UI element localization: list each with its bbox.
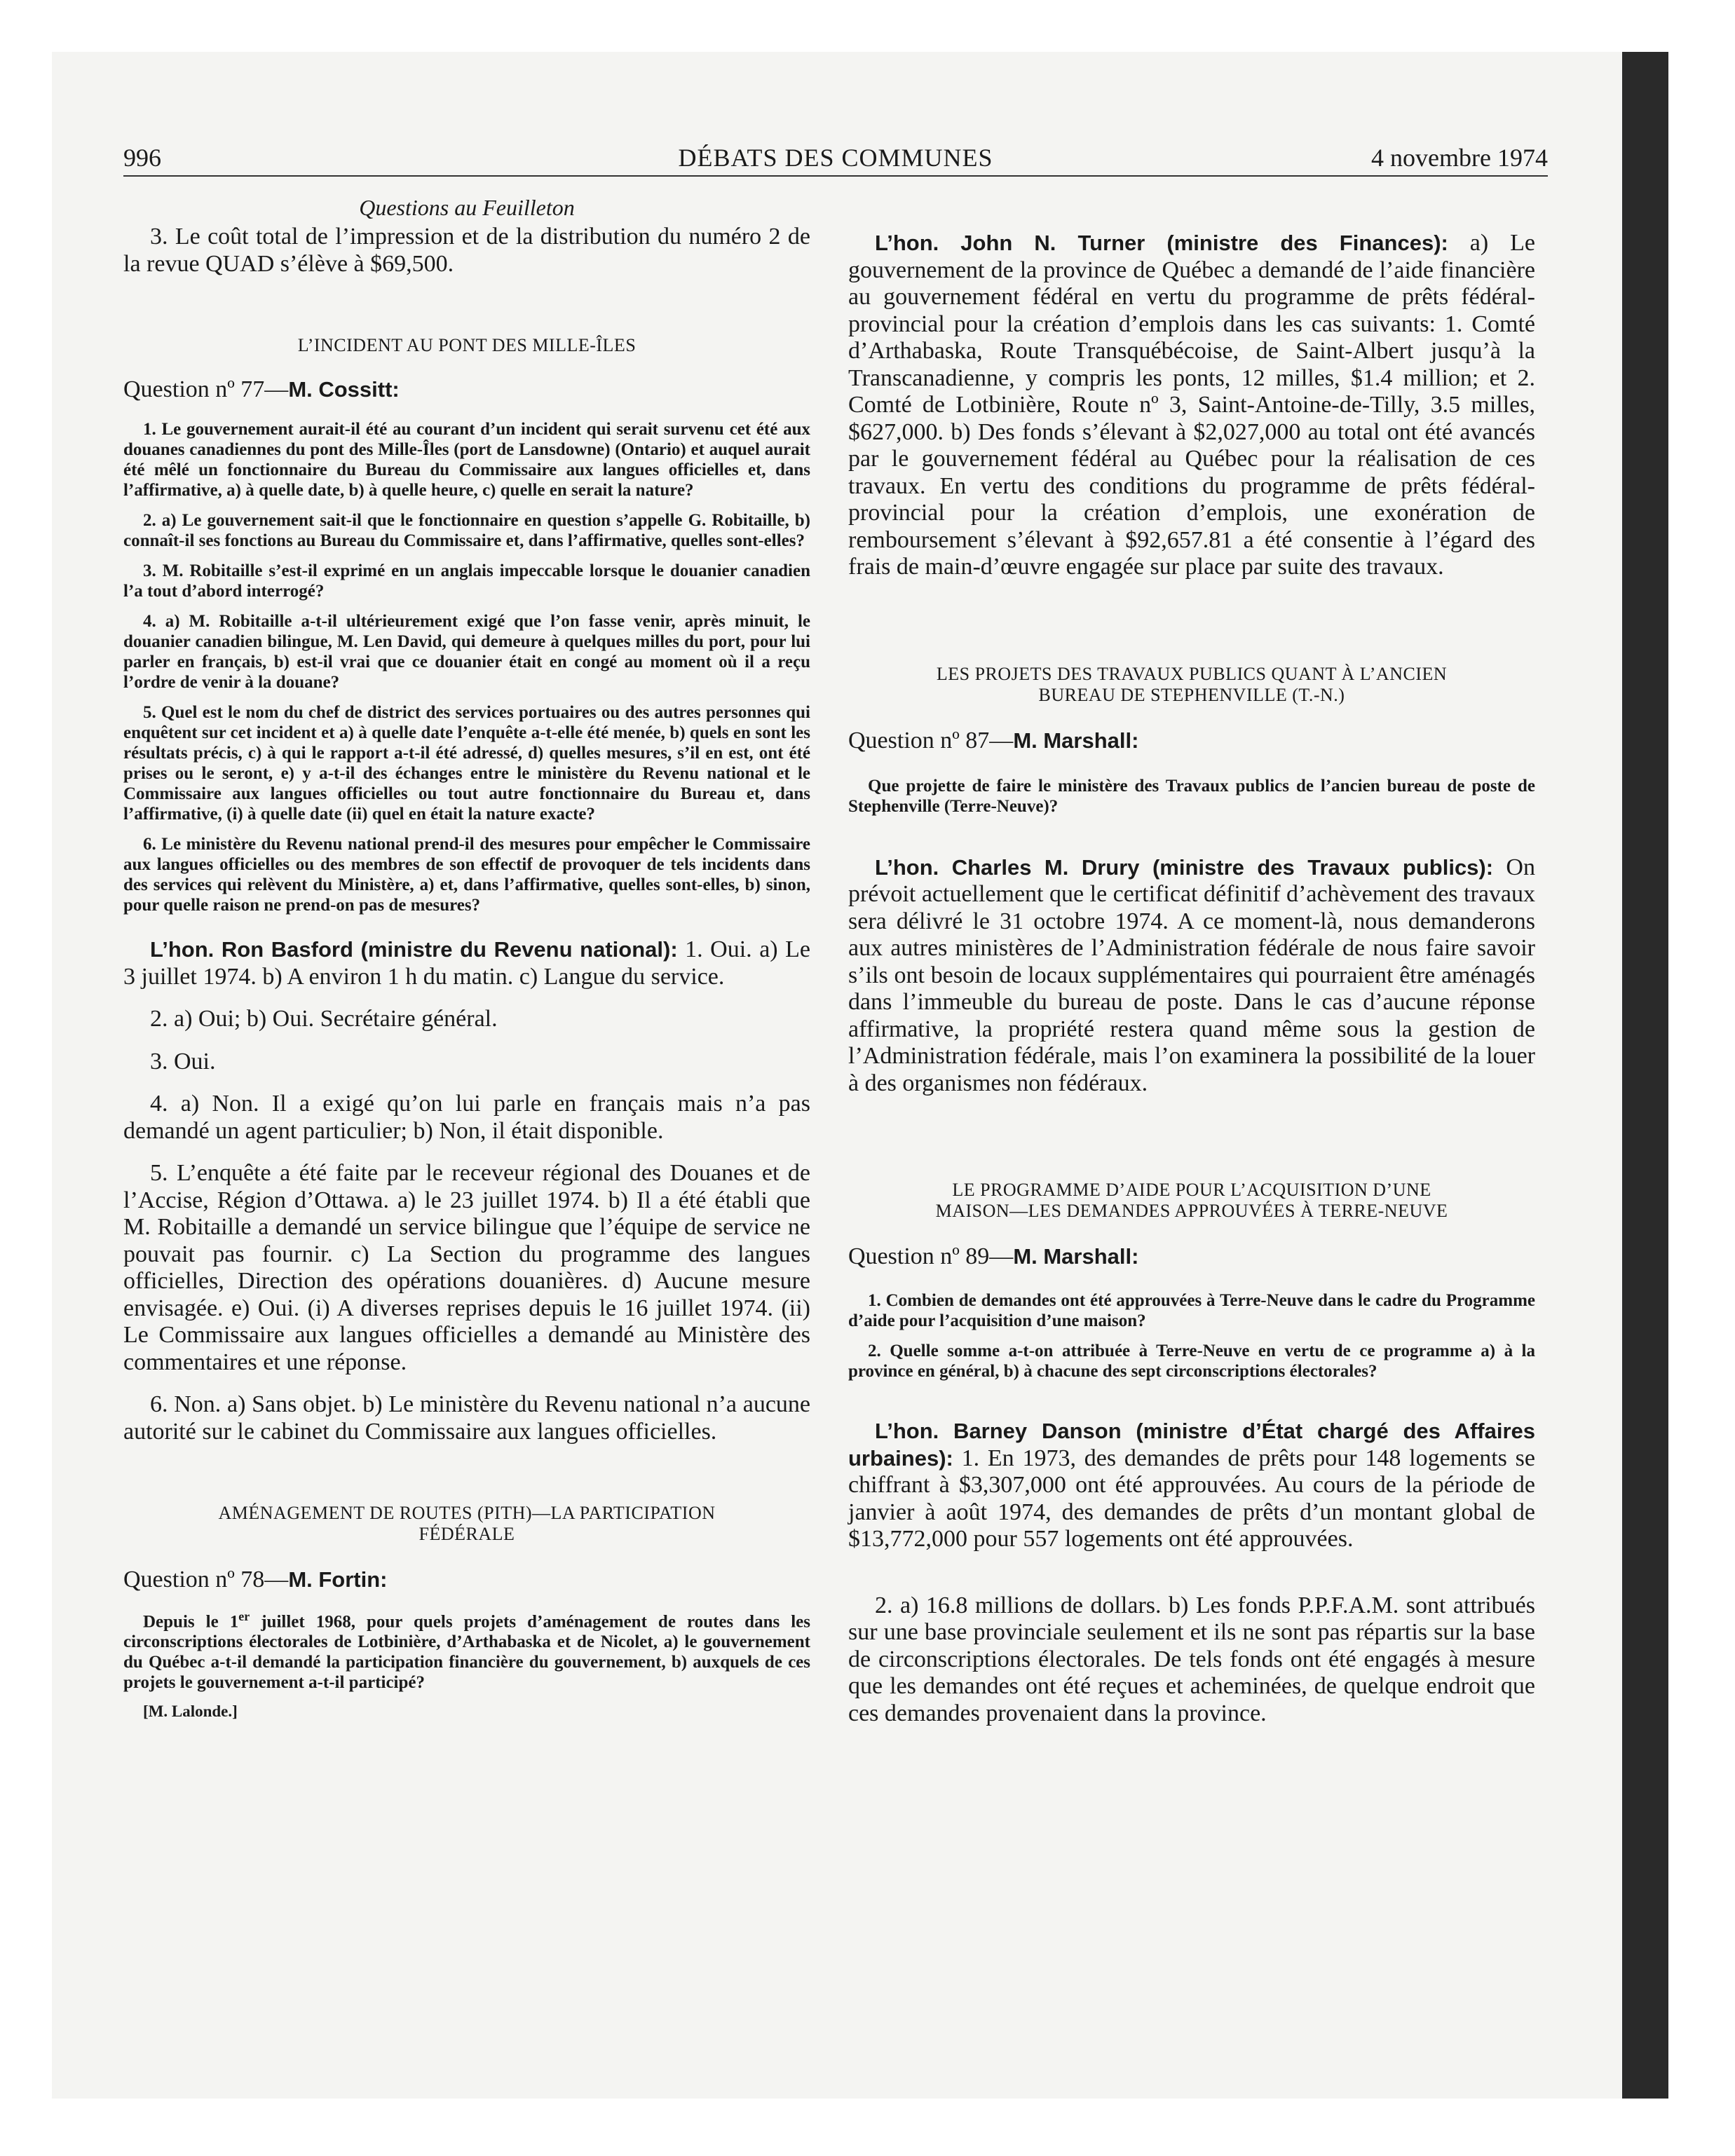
ordinal-suffix: er xyxy=(238,1609,250,1623)
question-89 xyxy=(848,1243,1535,1271)
answer-text: On prévoit actuellement que le certificat définitif d’achèvement des travaux sera délivré le 31 octobre 1974. A ce moment-là, nous demanderons aux autres ministères de l’Administration fédérale de nous faire savoir s’ils ont besoin de locaux supplémentaires qui pourraient être aménagés dans l’immeuble du bureau de poste. Dans le cas d’aucune réponse affirmative, la propriété restera quand même sous la gestion de l’Administration fédérale, mais l’on examinera la possibilité de la louer à des organismes non fédéraux. xyxy=(848,854,1535,1096)
question-member: M. Marshall: xyxy=(1013,728,1139,753)
question-77-body xyxy=(123,419,810,915)
answer-77-4: 4. a) Non. Il a exigé qu’on lui parle en français mais n’a pas demandé un agent particulier; b) Non, il était disponible. xyxy=(123,1091,810,1144)
reference-note: [M. Lalonde.] xyxy=(143,1703,238,1721)
answer-89-2: 2. a) 16.8 millions de dollars. b) Les fonds P.P.F.A.M. sont attribués sur une base provinciale seulement et ils ne sont pas répartis sur la base de circonscriptions électorales. De tels fonds ont été engagés à mesure que les demandes ont été reçues et acheminées, de quelque endroit que ces demandes provenaient dans la province. xyxy=(848,1592,1535,1726)
question-label: Question nº 77— xyxy=(123,376,289,402)
heading-line: BUREAU DE STEPHENVILLE (T.-N.) xyxy=(1038,684,1345,705)
question-item: 1. Combien de demandes ont été approuvées à Terre-Neuve dans le cadre du Programme d’aide pour l’acquisition d’une maison? xyxy=(848,1291,1535,1330)
answer-77-2: 2. a) Oui; b) Oui. Secrétaire général. xyxy=(150,1006,498,1032)
question-item: 3. M. Robitaille s’est-il exprimé en un anglais impeccable lorsque le douanier canadien l’a tout d’abord interrogé? xyxy=(123,561,810,601)
answer-text: 1. Oui. a) Le 3 juillet 1974. b) A environ 1 h du matin. c) Langue du service. xyxy=(123,936,810,990)
question-item xyxy=(123,1606,810,1693)
question-item: 2. Quelle somme a-t-on attribuée à Terre-Neuve en vertu de ce programme a) à la province en général, b) à chacune des sept circonscriptions électorales? xyxy=(848,1342,1535,1381)
question-77 xyxy=(123,376,810,404)
answer-speaker: L’hon. Ron Basford (ministre du Revenu national): xyxy=(150,937,678,962)
answer-89-1 xyxy=(848,1418,1535,1553)
answer-77-1 xyxy=(123,936,810,990)
answer-77-3: 3. Oui. xyxy=(150,1048,216,1074)
question-item: 2. a) Le gouvernement sait-il que le fonctionnaire en question s’appelle G. Robitaille, b) connaît-il ses fonctions au Bureau du Commissaire et, dans l’affirmative, quelles sont-elles? xyxy=(123,511,810,550)
heading-line: LES PROJETS DES TRAVAUX PUBLICS QUANT À L’ANCIEN xyxy=(936,663,1448,684)
answer-78 xyxy=(848,230,1535,581)
answer-speaker: L’hon. Barney Danson (ministre d’État chargé des Affaires urbaines): xyxy=(848,1419,1535,1471)
answer-77-6: 6. Non. a) Sans objet. b) Le ministère du Revenu national n’a aucune autorité sur le cabinet du Commissaire aux langues officielles. xyxy=(123,1391,810,1445)
question-label: Question nº 89— xyxy=(848,1243,1014,1269)
heading-line: MAISON—LES DEMANDES APPROUVÉES À TERRE-NEUVE xyxy=(935,1201,1448,1221)
question-text-pre: Depuis le 1 xyxy=(143,1612,239,1632)
running-title: Questions au Feuilleton xyxy=(359,195,575,220)
intro-answer: 3. Le coût total de l’impression et de la distribution du numéro 2 de la revue QUAD s’élève à $69,500. xyxy=(123,224,810,277)
question-label: Question nº 87— xyxy=(848,727,1014,753)
scan-edge-shadow xyxy=(1622,52,1668,2099)
header-rule xyxy=(123,175,1548,177)
section-heading-routes xyxy=(123,1503,810,1545)
answer-text: 1. En 1973, des demandes de prêts pour 148 logements se chiffrant à $3,307,000 ont été approuvées. Au cours de la période de janvier à août 1974, des demandes de prêts d’un montant global de $13,772,000 pour 557 logements ont été approuvées. xyxy=(848,1445,1535,1552)
heading-line: LE PROGRAMME D’AIDE POUR L’ACQUISITION D’UNE xyxy=(952,1180,1431,1200)
question-member: M. Marshall: xyxy=(1013,1244,1139,1269)
heading-line: FÉDÉRALE xyxy=(419,1524,515,1544)
publication-title: DÉBATS DES COMMUNES xyxy=(678,144,993,172)
heading-line: AMÉNAGEMENT DE ROUTES (PITH)—LA PARTICIPATION xyxy=(218,1503,716,1523)
question-87 xyxy=(848,727,1535,755)
question-item: Que projette de faire le ministère des Travaux publics de l’ancien bureau de poste de Stephenville (Terre-Neuve)? xyxy=(848,776,1535,816)
question-text-post: juillet 1968, pour quels projets d’aménagement de routes dans les circonscriptions électorales de Lotbinière, d’Arthabaska et de Nicolet, a) le gouvernement du Québec a-t-il demandé la participation financière du gouvernement, b) auxquels de ces projets le gouvernement a-t-il participé? xyxy=(123,1612,810,1693)
right-column xyxy=(848,230,1535,1727)
question-78-body xyxy=(123,1606,810,1693)
answer-77-5: 5. L’enquête a été faite par le receveur régional des Douanes et de l’Accise, Région d’Ottawa. a) le 23 juillet 1974. b) Il a été établi que M. Robitaille a demandé un service bilingue que l’équipe de service ne pouvait pas fournir. c) La Section du programme des langues officielles, Direction des opérations douanières. d) Aucune mesure envisagée. e) Oui. (i) A diverses reprises depuis le 16 juillet 1974. (ii) Le Commissaire aux langues officielles a demandé au Ministère des commentaires et une réponse. xyxy=(123,1160,810,1375)
question-member: M. Fortin: xyxy=(288,1567,388,1592)
question-item: 4. a) M. Robitaille a-t-il ultérieurement exigé que l’on fasse venir, après minuit, le douanier canadien bilingue, M. Len David, qui demeure à quelques milles du port, pour lui parler en français, b) est-il vrai que ce douanier était en congé au moment où il a reçu l’ordre de venir à la douane? xyxy=(123,612,810,692)
question-78 xyxy=(123,1566,810,1594)
page-header xyxy=(123,143,1548,178)
left-column xyxy=(123,195,810,1721)
question-87-body xyxy=(848,776,1535,817)
question-item: 6. Le ministère du Revenu national prend-il des mesures pour empêcher le Commissaire aux langues officielles ou des membres de son effectif de provoquer de tels incidents dans des services qui relèvent du Ministère, a) et, dans l’affirmative, quelles sont-elles, b) sinon, pour quelle raison ne prend-on pas de mesures? xyxy=(123,835,810,915)
section-heading-stephenville xyxy=(848,664,1535,706)
question-member: M. Cossitt: xyxy=(288,377,400,402)
section-heading-mille-iles: L’INCIDENT AU PONT DES MILLE-ÎLES xyxy=(297,335,637,355)
question-item: 5. Quel est le nom du chef de district des services portuaires ou des autres personnes qui enquêtent sur cet incident et a) à quelle date l’enquête a-t-elle été menée, b) quels en sont les résultats précis, c) à qui le rapport a-t-il été adressé, d) quelles mesures, s’il en est, ont été prises ou le seront, e) y a-t-il des échanges entre le ministère du Revenu national et le Commissaire aux langues officielles ou tout autre fonctionnaire du Bureau et, dans l’affirmative, (i) à quelle date (ii) quel en était la nature exacte? xyxy=(123,703,810,824)
question-89-body xyxy=(848,1290,1535,1381)
answer-87 xyxy=(848,854,1535,1098)
answer-text: a) Le gouvernement de la province de Québec a demandé de l’aide financière au gouvernement fédéral en vertu du programme de prêts fédéral-provincial pour la création d’emplois dans les cas suivants: 1. Comté d’Arthabaska, Route Transquébécoise, de Saint-Albert jusqu’à la Transcanadienne, y compris les ponts, 12 milles, $1.4 million; et 2. Comté de Lotbinière, Route nº 3, Saint-Antoine-de-Tilly, 3.5 milles, $627,000. b) Des fonds s’élevant à $2,027,000 au total ont été avancés par le gouvernement fédéral au Québec pour la réalisation de ces travaux. En vertu des conditions du programme de prêts fédéral-provincial pour la création d’emplois, une exonération de remboursement s’élevant à $92,657.81 a été consentie à l’égard des frais de main-d’œuvre engagée sur place par suite des travaux. xyxy=(848,230,1535,580)
question-label: Question nº 78— xyxy=(123,1567,289,1592)
answer-speaker: L’hon. Charles M. Drury (ministre des Travaux publics): xyxy=(875,854,1494,880)
answer-speaker: L’hon. John N. Turner (ministre des Finances): xyxy=(875,231,1448,255)
question-item: 1. Le gouvernement aurait-il été au courant d’un incident qui serait survenu cet été aux douanes canadiennes du pont des Mille-Îles (port de Lansdowne) (Ontario) et auquel aurait été mêlé un fonctionnaire du Bureau du Commissaire aux langues officielles et, dans l’affirmative, a) à quelle date, b) à quelle heure, c) quelle en serait la nature? xyxy=(123,420,810,500)
page-number: 996 xyxy=(123,144,161,172)
section-heading-acquisition xyxy=(848,1180,1535,1222)
publication-date: 4 novembre 1974 xyxy=(1371,144,1548,172)
